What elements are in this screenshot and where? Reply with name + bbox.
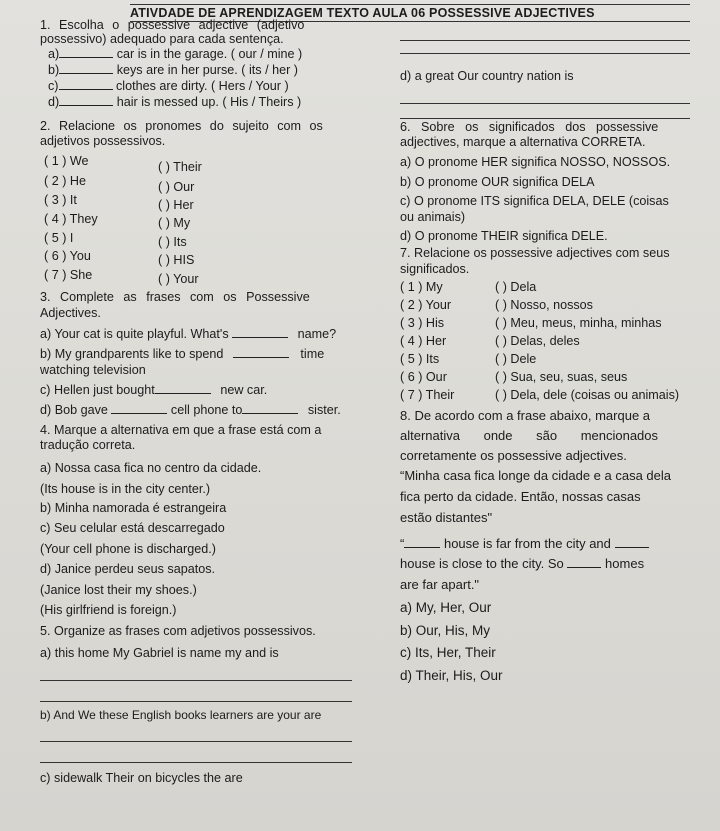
q1-c-text: clothes are dirty. ( Hers / Your ) — [116, 79, 289, 93]
q7-left-item: ( 7 ) Their — [400, 388, 455, 402]
q7-right-item[interactable]: ( ) Dele — [495, 352, 537, 366]
q2-left-item: ( 3 ) It — [44, 193, 77, 207]
q1-b-text: keys are in her purse. ( its / her ) — [116, 63, 298, 77]
q8-quote-line1: “Minha casa fica longe da cidade e a casa dela — [400, 468, 672, 483]
q5-heading: 5. Organize as frases com adjetivos possessivos. — [40, 624, 316, 638]
q8-heading-line2: alternativa onde são mencionados — [400, 428, 659, 443]
q1-d-blank[interactable] — [59, 105, 113, 106]
q3-b-text-end: time — [300, 347, 325, 361]
q1-a-label: a) — [48, 47, 60, 61]
q4-option-d[interactable]: d) Janice perdeu seus sapatos. — [40, 562, 216, 576]
q8-quote-line3: estão distantes" — [400, 510, 493, 525]
q8-blank-3[interactable] — [567, 567, 601, 568]
q5-a-answer-line[interactable] — [40, 701, 352, 702]
q8-heading-line3: corretamente os possessive adjectives. — [400, 448, 627, 463]
q2-left-item: ( 6 ) You — [44, 249, 91, 263]
q7-left-item: ( 2 ) Your — [400, 298, 452, 312]
q2-right-item[interactable]: ( ) Your — [158, 272, 199, 286]
q8-blank-1[interactable] — [404, 547, 440, 548]
q1-a-blank[interactable] — [59, 57, 113, 58]
q3-c-blank[interactable] — [155, 393, 211, 394]
q5-item-c: c) sidewalk Their on bicycles the are — [40, 771, 243, 785]
q8-english-line1 — [400, 536, 649, 551]
q3-d-text-mid: cell phone to — [170, 403, 243, 417]
q3-heading-line1: 3. Complete as frases com os Possessive — [40, 290, 310, 304]
q7-right-item[interactable]: ( ) Sua, seu, suas, seus — [495, 370, 628, 384]
worksheet-title: ATIVDADE DE APRENDIZAGEM TEXTO AULA 06 POSSESSIVE ADJECTIVES — [130, 6, 595, 20]
q8-english-line3: are far apart." — [400, 577, 480, 592]
q7-right-item[interactable]: ( ) Meu, meus, minha, minhas — [495, 316, 662, 330]
title-top-rule — [130, 4, 690, 5]
q8-option-a[interactable]: a) My, Her, Our — [400, 600, 492, 615]
q3-heading-line2: Adjectives. — [40, 306, 101, 320]
q7-left-item: ( 1 ) My — [400, 280, 443, 294]
q5-b-answer-line[interactable] — [40, 762, 352, 763]
q1-answer-rule — [400, 103, 690, 104]
q8-english-line2-text: house is close to the city. So — [400, 556, 564, 571]
q3-item-b — [40, 347, 324, 362]
q3-b-blank[interactable] — [233, 357, 289, 358]
q1-heading-line1: 1. Escolha o possessive adjective (adjetivo — [40, 18, 305, 32]
q5-a-answer-line[interactable] — [40, 680, 352, 681]
q7-left-item: ( 3 ) His — [400, 316, 445, 330]
q7-left-item: ( 4 ) Her — [400, 334, 447, 348]
q6-option-a[interactable]: a) O pronome HER significa NOSSO, NOSSOS. — [400, 155, 671, 169]
q3-d-text: d) Bob gave — [40, 403, 108, 417]
q3-item-b-cont: watching television — [40, 363, 146, 377]
q6-option-d[interactable]: d) O pronome THEIR significa DELE. — [400, 229, 608, 243]
q2-right-item[interactable]: ( ) Her — [158, 198, 194, 212]
q3-a-text: a) Your cat is quite playful. What's — [40, 327, 229, 341]
q4-heading-line2: tradução correta. — [40, 438, 136, 452]
q7-left-item: ( 6 ) Our — [400, 370, 447, 384]
q3-d-blank-1[interactable] — [111, 413, 167, 414]
q5-item-b: b) And We these English books learners are your are — [40, 708, 322, 722]
q6-heading-line2: adjectives, marque a alternativa CORRETA. — [400, 135, 646, 149]
q6-option-c[interactable]: c) O pronome ITS significa DELA, DELE (coisas — [400, 194, 669, 208]
q7-right-item[interactable]: ( ) Dela — [495, 280, 537, 294]
q2-left-item: ( 2 ) He — [44, 174, 86, 188]
q7-right-item[interactable]: ( ) Delas, deles — [495, 334, 580, 348]
q1-b-label: b) — [48, 63, 60, 77]
q3-c-text-end: new car. — [220, 383, 268, 397]
q4-heading-line1: 4. Marque a alternativa em que a frase está com a — [40, 423, 322, 437]
q8-open-quote: “ — [400, 536, 405, 551]
q3-a-blank[interactable] — [232, 337, 288, 338]
q2-left-item: ( 5 ) I — [44, 231, 74, 245]
q1-item-d-scramble: d) a great Our country nation is — [400, 69, 574, 83]
q8-option-d[interactable]: d) Their, His, Our — [400, 668, 503, 683]
q4-option-d-translation: (Janice lost their my shoes.) — [40, 583, 197, 597]
q4-option-b[interactable]: b) Minha namorada é estrangeira — [40, 501, 227, 515]
q2-right-item[interactable]: ( ) HIS — [158, 253, 195, 267]
q3-d-blank-2[interactable] — [242, 413, 298, 414]
q4-option-b-translation: (His girlfriend is foreign.) — [40, 603, 177, 617]
q8-english-line2 — [400, 556, 644, 571]
q3-item-c — [40, 383, 267, 398]
q3-d-text-end: sister. — [307, 403, 341, 417]
q3-b-text: b) My grandparents like to spend — [40, 347, 224, 361]
q6-option-b[interactable]: b) O pronome OUR significa DELA — [400, 175, 595, 189]
q1-b-blank[interactable] — [59, 73, 113, 74]
q1-c-label: c) — [48, 79, 59, 93]
q7-right-item[interactable]: ( ) Nosso, nossos — [495, 298, 593, 312]
q2-heading-line1: 2. Relacione os pronomes do sujeito com os — [40, 119, 323, 133]
q2-left-item: ( 4 ) They — [44, 212, 98, 226]
q2-right-item[interactable]: ( ) Their — [158, 160, 202, 174]
q3-a-text-end: name? — [297, 327, 337, 341]
q2-right-item[interactable]: ( ) Our — [158, 180, 195, 194]
q4-option-c-translation: (Your cell phone is discharged.) — [40, 542, 216, 556]
q8-option-c[interactable]: c) Its, Her, Their — [400, 645, 496, 660]
q8-option-b[interactable]: b) Our, His, My — [400, 623, 491, 638]
q7-heading-line2: significados. — [400, 262, 470, 276]
q1-answer-rule — [400, 40, 690, 41]
q1-item-b — [48, 63, 298, 78]
q8-blank-2[interactable] — [615, 547, 649, 548]
q4-option-a-translation: (Its house is in the city center.) — [40, 482, 211, 496]
q8-quote-line2: fica perto da cidade. Então, nossas casas — [400, 489, 641, 504]
q5-b-answer-line[interactable] — [40, 741, 352, 742]
q1-a-text: car is in the garage. ( our / mine ) — [116, 47, 303, 61]
q3-c-text: c) Hellen just bought — [40, 383, 155, 397]
q1-answer-rule — [400, 53, 690, 54]
q4-option-c[interactable]: c) Seu celular está descarregado — [40, 521, 225, 535]
q7-right-item[interactable]: ( ) Dela, dele (coisas ou animais) — [495, 388, 680, 402]
q1-answer-rule — [400, 118, 690, 119]
q1-heading-line2: possessivo) adequado para cada sentença. — [40, 32, 284, 46]
q7-heading-line1: 7. Relacione os possessive adjectives com seus — [400, 246, 670, 260]
q6-heading-line1: 6. Sobre os significados dos possessive — [400, 120, 659, 134]
q1-d-label: d) — [48, 95, 60, 109]
q1-item-c — [48, 79, 289, 94]
q8-heading-line1: 8. De acordo com a frase abaixo, marque a — [400, 408, 651, 423]
q1-d-text: hair is messed up. ( His / Theirs ) — [116, 95, 302, 109]
q5-item-a: a) this home My Gabriel is name my and is — [40, 646, 279, 660]
q2-right-item[interactable]: ( ) Its — [158, 235, 187, 249]
q3-item-a — [40, 327, 336, 342]
q6-option-c-cont: ou animais) — [400, 210, 466, 224]
q4-option-a[interactable]: a) Nossa casa fica no centro da cidade. — [40, 461, 262, 475]
q1-item-a — [48, 47, 302, 62]
q2-left-item: ( 7 ) She — [44, 268, 93, 282]
q1-item-d — [48, 95, 301, 110]
q2-heading-line2: adjetivos possessivos. — [40, 134, 166, 148]
q2-left-item: ( 1 ) We — [44, 154, 89, 168]
q8-english-line2-end: homes — [605, 556, 645, 571]
q7-left-item: ( 5 ) Its — [400, 352, 440, 366]
q3-item-d — [40, 403, 341, 418]
q8-english-line1-text: house is far from the city and — [443, 536, 611, 551]
q1-c-blank[interactable] — [59, 89, 113, 90]
q2-right-item[interactable]: ( ) My — [158, 216, 191, 230]
